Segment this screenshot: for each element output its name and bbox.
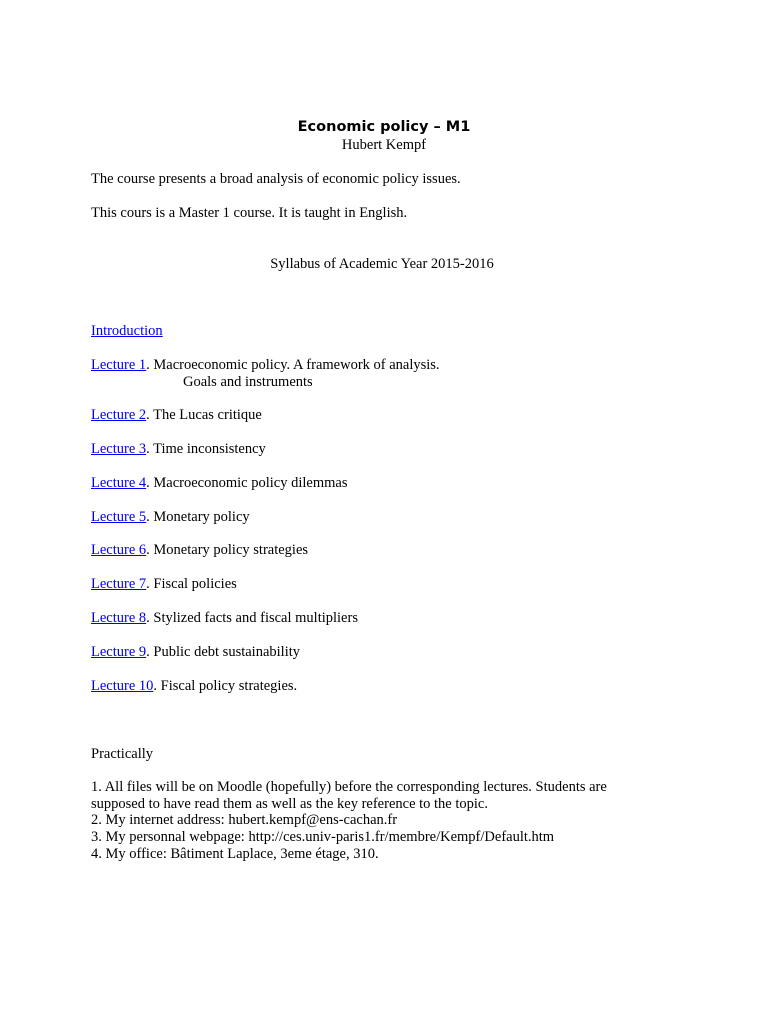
lecture-item-10	[91, 678, 297, 695]
practical-item-4: 4. My office: Bâtiment Laplace, 3eme étage, 310.	[91, 846, 379, 862]
document-author: Hubert Kempf	[341, 137, 427, 153]
lecture-item-7	[91, 576, 237, 593]
practically-heading: Practically	[91, 746, 154, 762]
lecture-7-title: . Fiscal policies	[146, 576, 237, 592]
lecture-6-title: . Monetary policy strategies	[146, 542, 309, 558]
lecture-6-link[interactable]: Lecture 6	[91, 542, 147, 558]
intro-paragraph-2: This cours is a Master 1 course. It is taught in English.	[91, 205, 408, 221]
syllabus-heading: Syllabus of Academic Year 2015-2016	[270, 256, 494, 272]
lecture-item-6	[91, 542, 308, 559]
lecture-9-title: . Public debt sustainability	[146, 644, 301, 660]
lecture-7-link[interactable]: Lecture 7	[91, 576, 147, 592]
lecture-item-5	[91, 509, 250, 526]
lecture-1-subtitle: Goals and instruments	[183, 374, 313, 390]
lecture-8-title: . Stylized facts and fiscal multipliers	[146, 610, 358, 626]
lecture-1-title: . Macroeconomic policy. A framework of analysis.	[146, 357, 440, 373]
lecture-1-link[interactable]: Lecture 1	[91, 357, 147, 373]
introduction-item	[91, 323, 163, 340]
lecture-item-8	[91, 610, 358, 627]
practical-item-2: 2. My internet address: hubert.kempf@ens-cachan.fr	[91, 812, 398, 828]
lecture-8-link[interactable]: Lecture 8	[91, 610, 147, 626]
introduction-link[interactable]: Introduction	[91, 323, 163, 339]
lecture-item-1	[91, 357, 440, 374]
lecture-10-link[interactable]: Lecture 10	[91, 678, 154, 694]
document-title: Economic policy – M1	[297, 119, 471, 135]
lecture-10-title: . Fiscal policy strategies.	[153, 678, 298, 694]
lecture-9-link[interactable]: Lecture 9	[91, 644, 147, 660]
practical-item-3: 3. My personnal webpage: http://ces.univ-paris1.fr/membre/Kempf/Default.htm	[91, 829, 555, 845]
lecture-item-4	[91, 475, 348, 492]
lecture-4-link[interactable]: Lecture 4	[91, 475, 147, 491]
lecture-4-title: . Macroeconomic policy dilemmas	[146, 475, 348, 491]
lecture-item-9	[91, 644, 300, 661]
lecture-2-link[interactable]: Lecture 2	[91, 407, 147, 423]
lecture-3-link[interactable]: Lecture 3	[91, 441, 147, 457]
lecture-3-title: . Time inconsistency	[146, 441, 266, 457]
lecture-item-2	[91, 407, 262, 424]
lecture-item-3	[91, 441, 266, 458]
lecture-2-title: . The Lucas critique	[146, 407, 262, 423]
practical-item-1: 1. All files will be on Moodle (hopefully) before the corresponding lectures. Students are supposed to have read them as well as the key reference to the topic.	[91, 779, 607, 812]
document-page	[91, 0, 691, 1024]
lecture-5-title: . Monetary policy	[146, 509, 250, 525]
intro-paragraph-1: The course presents a broad analysis of economic policy issues.	[91, 171, 461, 187]
lecture-5-link[interactable]: Lecture 5	[91, 509, 147, 525]
